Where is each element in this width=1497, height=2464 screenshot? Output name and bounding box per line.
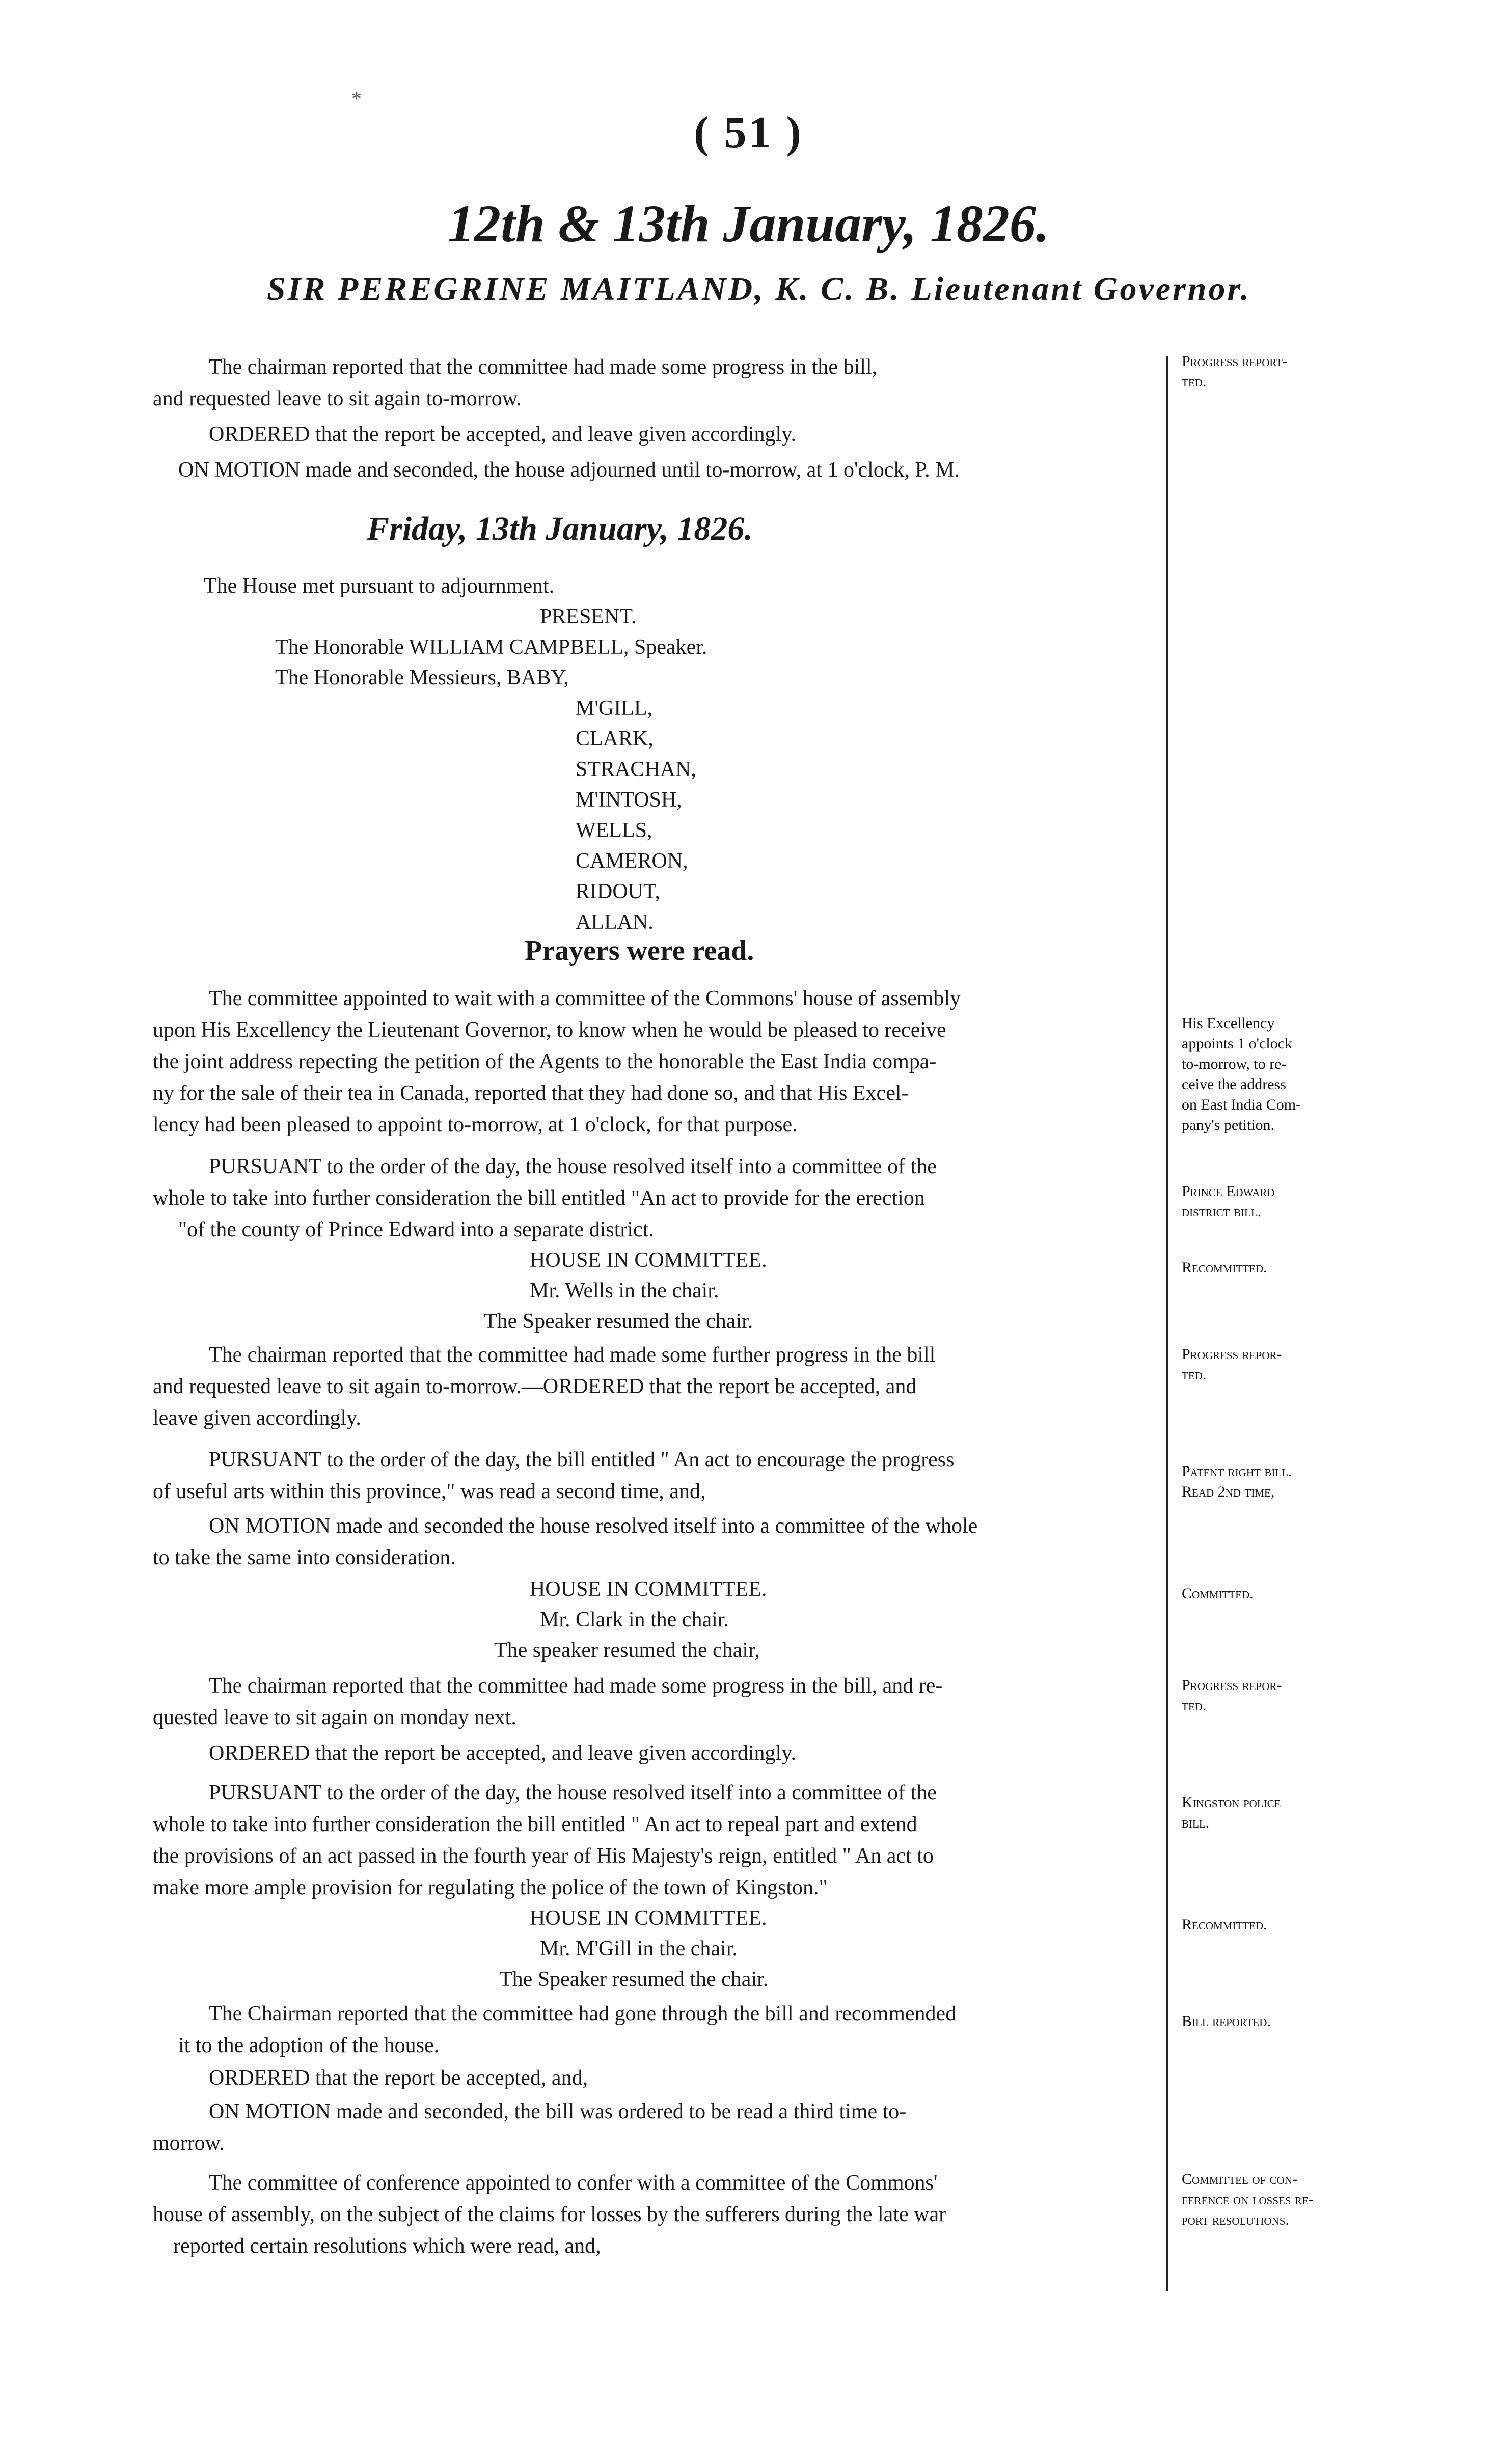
chair-line: Mr. Clark in the chair. (540, 1608, 729, 1631)
margin-note: Kingston police bill. (1182, 1794, 1281, 1831)
paragraph-line: The committee appointed to wait with a committee of the Commons' house of assembly (209, 987, 961, 1010)
margin-note: Prince Edward district bill. (1182, 1183, 1275, 1220)
paragraph-line: PURSUANT to the order of the day, the bill entitled " An act to encourage the progress (209, 1448, 955, 1472)
paragraph: ON MOTION made and seconded, the house adjourned until to-morrow, at 1 o'clock, P. M. (178, 458, 960, 482)
messieurs-line: The Honorable Messieurs, BABY, (275, 666, 569, 689)
margin-note: Bill reported. (1182, 2013, 1271, 2030)
paragraph-line: The chairman reported that the committee had made some further progress in the bill (209, 1343, 936, 1367)
margin-note: Progress repor- ted. (1182, 1346, 1282, 1383)
paragraph-line: quested leave to sit again on monday next. (153, 1706, 516, 1729)
paragraph-line: and requested leave to sit again to-morrow.—ORDERED that the report be accepted, and (153, 1375, 917, 1398)
margin-note: Patent right bill. Read 2nd time, (1182, 1463, 1292, 1500)
paragraph-line: morrow. (153, 2131, 225, 2155)
paragraph-line: upon His Excellency the Lieutenant Governor, to know when he would be pleased to receive (153, 1018, 946, 1042)
margin-note: Committed. (1182, 1585, 1254, 1602)
paragraph-line: The Chairman reported that the committee had gone through the bill and recommended (209, 2002, 957, 2026)
paragraph-line: the joint address repecting the petition of the Agents to the honorable the East India compa- (153, 1050, 937, 1073)
paragraph-line: and requested leave to sit again to-morrow. (153, 387, 522, 410)
friday-heading: Friday, 13th January, 1826. (367, 510, 753, 547)
house-in-committee-heading: HOUSE IN COMMITTEE. (530, 1249, 767, 1272)
house-in-committee-heading: HOUSE IN COMMITTEE. (530, 1577, 767, 1601)
paragraph-line: it to the adoption of the house. (178, 2034, 440, 2057)
member-name: CLARK, (576, 727, 654, 751)
ink-speck: * (351, 87, 362, 110)
paragraph-line: PURSUANT to the order of the day, the house resolved itself into a committee of the (209, 1781, 937, 1805)
paragraph-line: to take the same into consideration. (153, 1546, 456, 1569)
paragraph-line: PURSUANT to the order of the day, the house resolved itself into a committee of the (209, 1155, 937, 1178)
member-name: M'GILL, (576, 697, 653, 720)
member-name: M'INTOSH, (576, 788, 682, 812)
paragraph: ORDERED that the report be accepted, and leave given accordingly. (209, 1741, 796, 1765)
paragraph-line: whole to take into further consideration the bill entitled " An act to repeal part and extend (153, 1813, 917, 1836)
paragraph: ORDERED that the report be accepted, and leave given accordingly. (209, 423, 796, 446)
page-number: ( 51 ) (694, 108, 803, 157)
paragraph-line: reported certain resolutions which were read, and, (173, 2234, 601, 2258)
prayers-heading: Prayers were read. (525, 935, 754, 966)
paragraph-line: The committee of conference appointed to confer with a committee of the Commons' (209, 2171, 938, 2195)
chair-line: Mr. Wells in the chair. (530, 1279, 719, 1303)
speaker-line: The Honorable WILLIAM CAMPBELL, Speaker. (275, 635, 707, 659)
speaker-resumed-line: The Speaker resumed the chair. (484, 1310, 753, 1333)
met-line: The House met pursuant to adjournment. (204, 574, 555, 598)
margin-note: Progress report- ted. (1182, 353, 1288, 390)
paragraph: ORDERED that the report be accepted, and, (209, 2066, 588, 2090)
paragraph-line: whole to take into further consideration the bill entitled "An act to provide for the erection (153, 1186, 925, 1210)
margin-note: Committee of con- ference on losses re- port resolutions. (1182, 2171, 1314, 2228)
margin-note: Progress repor- ted. (1182, 1677, 1282, 1714)
chair-line: Mr. M'Gill in the chair. (540, 1937, 738, 1960)
member-name: WELLS, (576, 819, 652, 842)
member-name: CAMERON, (576, 849, 688, 873)
paragraph-line: house of assembly, on the subject of the claims for losses by the sufferers during the late war (153, 2203, 946, 2226)
margin-note: His Excellency appoints 1 o'clock to-morrow, to re- ceive the address on East India Com- pany's petition. (1182, 1015, 1301, 1133)
paragraph-line: "of the county of Prince Edward into a separate district. (178, 1218, 654, 1241)
paragraph-line: the provisions of an act passed in the fourth year of His Majesty's reign, entitled " An act to (153, 1844, 934, 1868)
present-heading: PRESENT. (540, 605, 637, 628)
member-name: STRACHAN, (576, 758, 696, 781)
speaker-resumed-line: The speaker resumed the chair, (494, 1639, 760, 1662)
paragraph-line: lency had been pleased to appoint to-morrow, at 1 o'clock, for that purpose. (153, 1113, 798, 1137)
margin-note: Recommitted. (1182, 1259, 1267, 1276)
house-in-committee-heading: HOUSE IN COMMITTEE. (530, 1906, 767, 1930)
speaker-resumed-line: The Speaker resumed the chair. (499, 1968, 769, 1991)
paragraph-line: make more ample provision for regulating the police of the town of Kingston." (153, 1876, 828, 1899)
margin-note: Recommitted. (1182, 1916, 1267, 1933)
paragraph-line: The chairman reported that the committee had made some progress in the bill, and re- (209, 1674, 943, 1698)
paragraph-line: The chairman reported that the committee had made some progress in the bill, (209, 355, 878, 379)
date-heading: 12th & 13th January, 1826. (448, 195, 1049, 253)
paragraph-line: ON MOTION made and seconded, the bill was ordered to be read a third time to- (209, 2100, 907, 2123)
member-name: RIDOUT, (576, 880, 661, 903)
paragraph-line: leave given accordingly. (153, 1406, 361, 1430)
paragraph-line: ny for the sale of their tea in Canada, reported that they had done so, and that His Excel- (153, 1082, 909, 1105)
member-name: ALLAN. (576, 910, 654, 934)
paragraph-line: of useful arts within this province," was read a second time, and, (153, 1480, 706, 1503)
governor-heading: SIR PEREGRINE MAITLAND, K. C. B. Lieutenant Governor. (267, 270, 1251, 308)
paragraph-line: ON MOTION made and seconded the house resolved itself into a committee of the whole (209, 1514, 978, 1538)
